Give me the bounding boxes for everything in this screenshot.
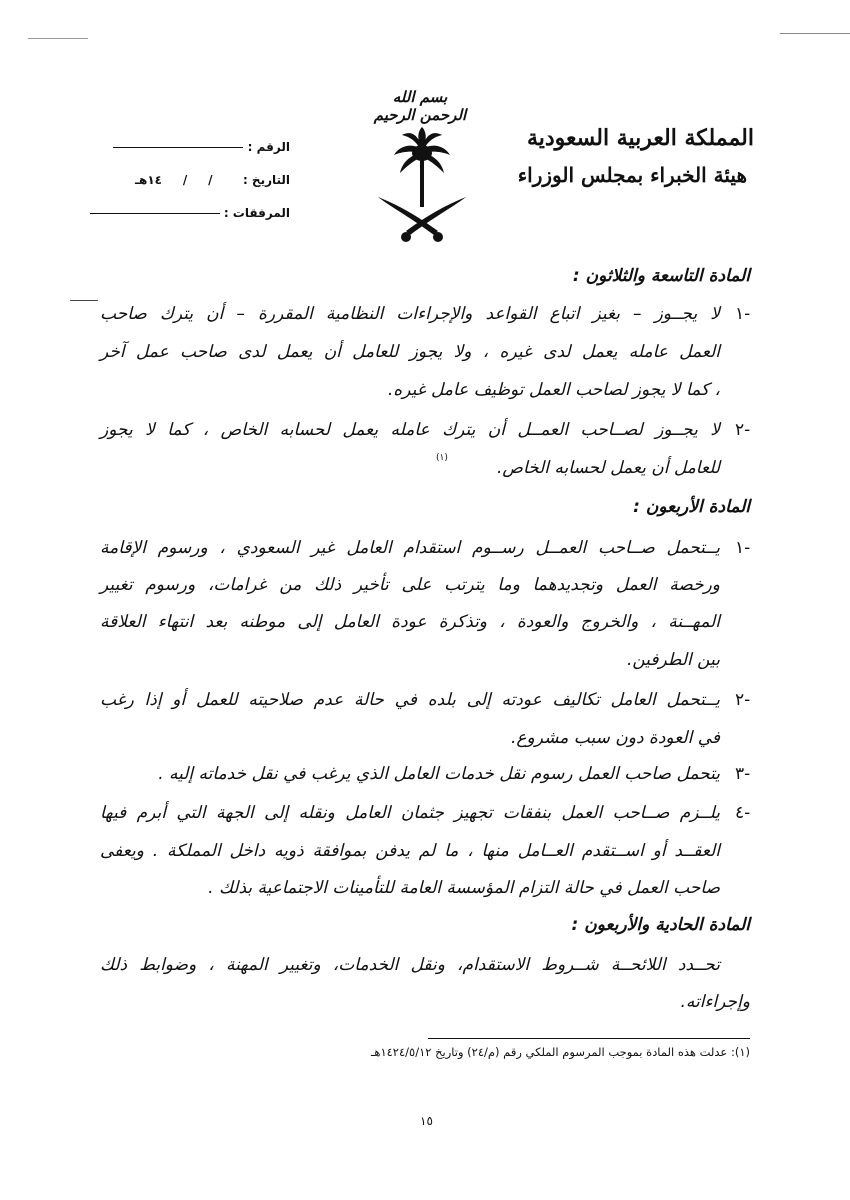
- page-number: ١٥: [420, 1114, 433, 1128]
- paragraph-line: العقــد أو اســتقدم العــامل منها ، ما لم يدفن بموافقة ذويه داخل المملكة . ويعفى: [100, 841, 720, 861]
- date-field: [135, 173, 290, 187]
- article-39-heading: المادة التاسعة والثلاثون :: [572, 266, 750, 286]
- attachments-field: [90, 206, 290, 220]
- number-field: [113, 140, 290, 154]
- paragraph-line: يتحمل صاحب العمل رسوم نقل خدمات العامل الذي يرغب في نقل خدماته إليه .: [158, 764, 720, 784]
- country-name: المملكة العربية السعودية: [526, 125, 754, 151]
- attachments-label: المرفقات :: [223, 206, 290, 220]
- scan-artifact-line: [780, 33, 850, 34]
- paragraph-line: يــتحمل العامل تكاليف عودته إلى بلده في حالة عدم صلاحيته للعمل أو إذا رغب: [100, 690, 720, 710]
- scan-artifact-line: [28, 38, 88, 39]
- footnote-divider: [428, 1038, 750, 1039]
- number-blank-line: [113, 147, 243, 148]
- bismillah: بسم الله الرحمن الرحيم: [373, 88, 467, 124]
- article-40-heading: المادة الأربعون :: [633, 497, 750, 517]
- scan-artifact-line: [70, 300, 98, 301]
- paragraph-line: للعامل أن يعمل لحسابه الخاص.: [497, 458, 720, 478]
- item-number: ١-: [735, 304, 751, 324]
- paragraph-line: يــتحمل صــاحب العمــل رســوم استقدام العامل غير السعودي ، ورسوم الإقامة: [100, 538, 720, 558]
- paragraph-line: ، كما لا يجوز لصاحب العمل توظيف عامل غيره.: [387, 380, 720, 400]
- item-number: ٢-: [735, 690, 751, 710]
- attachments-blank-line: [90, 213, 220, 214]
- paragraph-line: وإجراءاته.: [680, 992, 750, 1012]
- paragraph-line: تحــدد اللائحــة شــروط الاستقدام، ونقل الخدمات، وتغيير المهنة ، وضوابط ذلك: [100, 955, 720, 975]
- paragraph-line: صاحب العمل في حالة التزام المؤسسة العامة للتأمينات الاجتماعية بذلك .: [208, 878, 720, 898]
- paragraph-line: لا يجــوز – بغيز اتباع القواعد والإجراءات النظامية المقررة – أن يترك صاحب: [100, 304, 720, 324]
- paragraph-line: بين الطرفين.: [626, 650, 720, 670]
- paragraph-line: يلــزم صــاحب العمل بنفقات تجهيز جثمان العامل ونقله إلى الجهة التي أبرم فيها: [100, 803, 720, 823]
- item-number: ٣-: [735, 764, 751, 784]
- item-number: ٤-: [735, 803, 751, 823]
- paragraph-line: العمل عامله يعمل لدى غيره ، ولا يجوز للعامل أن يعمل لدى صاحب عمل آخر: [100, 342, 720, 362]
- paragraph-line: لا يجــوز لصــاحب العمــل أن يترك عامله يعمل لحسابه الخاص ، كما لا يجوز: [100, 420, 720, 440]
- authority-name: هيئة الخبراء بمجلس الوزراء: [517, 163, 747, 187]
- paragraph-line: في العودة دون سبب مشروع.: [510, 728, 720, 748]
- date-value: / / ١٤هـ: [134, 173, 213, 187]
- date-label: التاريخ :: [242, 173, 290, 187]
- article-41-heading: المادة الحادية والأربعون :: [571, 915, 750, 935]
- footnote-reference[interactable]: (١): [436, 453, 448, 463]
- footnote-text: (١): عدلت هذه المادة بموجب المرسوم الملكي رقم (م/٢٤) وتاريخ ١٤٢٤/٥/١٢هـ: [371, 1045, 750, 1059]
- item-number: ٢-: [735, 420, 751, 440]
- paragraph-line: المهــنة ، والخروج والعودة ، وتذكرة عودة العامل إلى موطنه بعد انتهاء العلاقة: [100, 612, 720, 632]
- paragraph-line: ورخصة العمل وتجديدهما وما يترتب على تأخير ذلك من غرامات، ورسوم تغيير: [100, 575, 720, 595]
- item-number: ١-: [735, 538, 751, 558]
- palm-and-swords-emblem-icon: [372, 125, 472, 245]
- number-label: الرقم :: [247, 140, 290, 154]
